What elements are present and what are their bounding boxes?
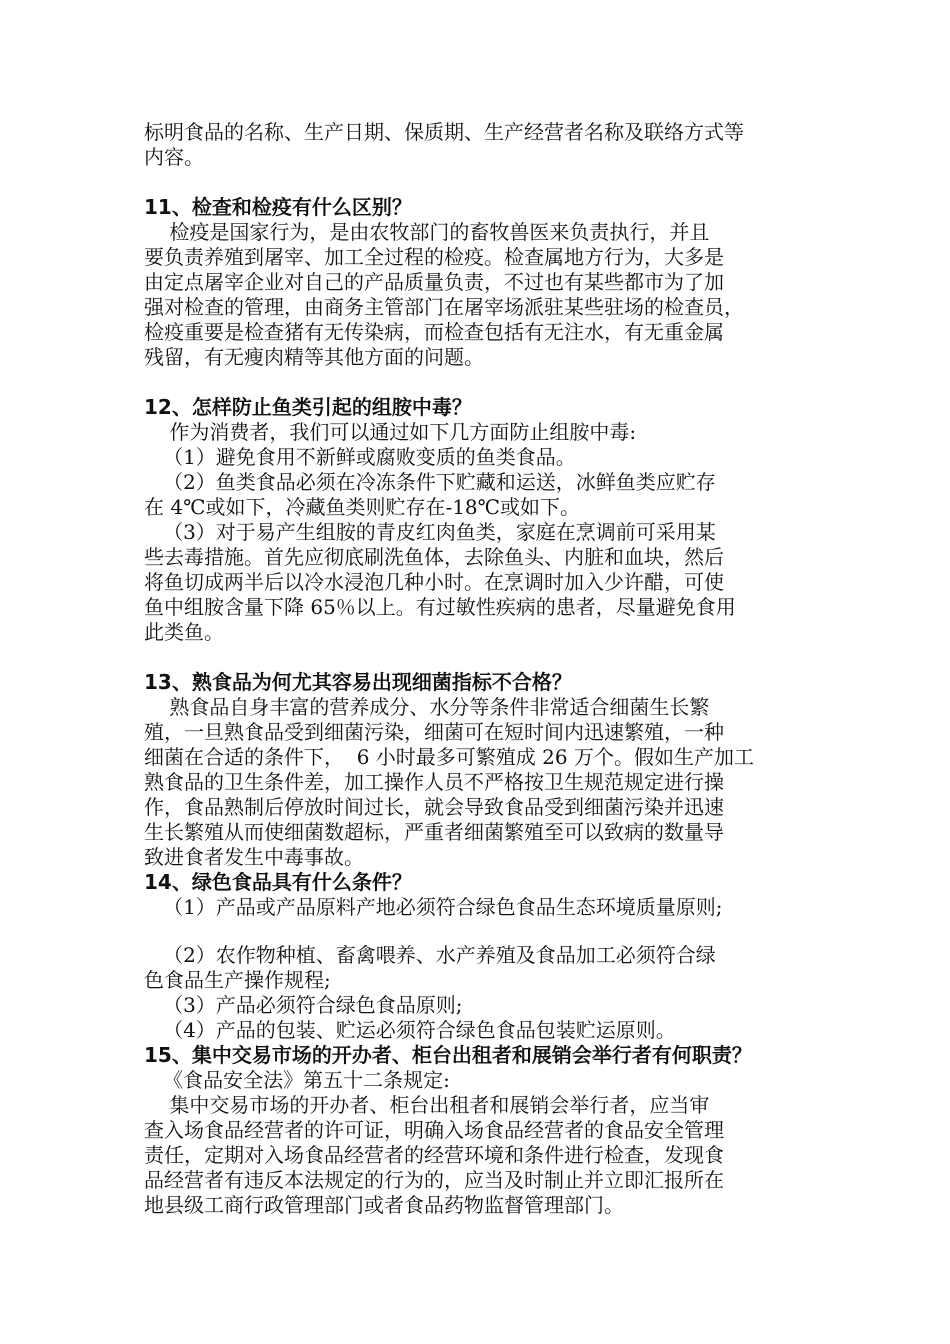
intro-line-1: 标明食品的名称、生产日期、保质期、生产经营者名称及联络方式等 bbox=[144, 120, 744, 144]
section-15-line: 《食品安全法》第五十二条规定: bbox=[144, 1068, 450, 1092]
section-13-line: 熟食品自身丰富的营养成分、水分等条件非常适合细菌生长繁 bbox=[144, 695, 710, 719]
section-14-line: （1）产品或产品原料产地必须符合绿色食品生态环境质量原则; bbox=[144, 895, 723, 919]
section-14-line: （3）产品必须符合绿色食品原则; bbox=[144, 993, 463, 1017]
document-page bbox=[144, 120, 809, 1218]
section-14-line: 色食品生产操作规程; bbox=[144, 968, 331, 992]
section-12-line: 作为消费者，我们可以通过如下几方面防止组胺中毒: bbox=[144, 420, 637, 444]
section-12-line: 鱼中组胺含量下降 65％以上。有过敏性疾病的患者，尽量避免食用 bbox=[144, 595, 736, 619]
section-15-line: 查入场食品经营者的许可证，明确入场食品经营者的食品安全管理 bbox=[144, 1118, 724, 1142]
section-15-line: 地县级工商行政管理部门或者食品药物监督管理部门。 bbox=[144, 1193, 624, 1217]
section-15-line: 责任，定期对入场食品经营者的经营环境和条件进行检查，发现食 bbox=[144, 1143, 724, 1167]
section-15-line: 集中交易市场的开办者、柜台出租者和展销会举行者，应当审 bbox=[144, 1093, 710, 1117]
section-12-line: 些去毒措施。首先应彻底刷洗鱼体，去除鱼头、内脏和血块，然后 bbox=[144, 545, 724, 569]
section-13-line: 致进食者发生中毒事故。 bbox=[144, 845, 364, 869]
section-14-heading: 14、绿色食品具有什么条件？ bbox=[144, 870, 412, 894]
section-11-line: 由定点屠宰企业对自己的产品质量负责，不过也有某些都市为了加 bbox=[144, 270, 724, 294]
section-12-line: 在 4℃或如下，冷藏鱼类则贮存在-18℃或如下。 bbox=[144, 495, 581, 519]
section-12-line: （2）鱼类食品必须在冷冻条件下贮藏和运送，冰鲜鱼类应贮存 bbox=[144, 470, 716, 494]
section-13-line: 细菌在合适的条件下， 6 小时最多可繁殖成 26 万个。假如生产加工 bbox=[144, 745, 754, 769]
section-11-heading: 11、检查和检疫有什么区别？ bbox=[144, 195, 412, 219]
section-15-heading: 15、集中交易市场的开办者、柜台出租者和展销会举行者有何职责？ bbox=[144, 1043, 752, 1067]
section-11-line: 残留，有无瘦肉精等其他方面的问题。 bbox=[144, 345, 484, 369]
section-14-line: （2）农作物种植、畜禽喂养、水产养殖及食品加工必须符合绿 bbox=[144, 943, 716, 967]
section-12-line: 将鱼切成两半后以冷水浸泡几种小时。在烹调时加入少许醋，可使 bbox=[144, 570, 724, 594]
spacer bbox=[144, 170, 809, 195]
section-12-heading: 12、怎样防止鱼类引起的组胺中毒？ bbox=[144, 395, 472, 419]
intro-line-2: 内容。 bbox=[144, 145, 204, 169]
section-12-line: （1）避免食用不新鲜或腐败变质的鱼类食品。 bbox=[144, 445, 576, 469]
section-13-heading: 13、熟食品为何尤其容易出现细菌指标不合格？ bbox=[144, 670, 572, 694]
section-12-line: 此类鱼。 bbox=[144, 620, 224, 644]
section-13-line: 作，食品熟制后停放时间过长，就会导致食品受到细菌污染并迅速 bbox=[144, 795, 724, 819]
spacer bbox=[144, 370, 809, 395]
section-15-line: 品经营者有违反本法规定的行为的，应当及时制止并立即汇报所在 bbox=[144, 1168, 724, 1192]
spacer bbox=[144, 920, 809, 943]
section-11-line: 要负责养殖到屠宰、加工全过程的检疫。检查属地方行为，大多是 bbox=[144, 245, 724, 269]
section-11-line: 检疫是国家行为，是由农牧部门的畜牧兽医来负责执行，并且 bbox=[144, 220, 710, 244]
section-14-line: （4）产品的包装、贮运必须符合绿色食品包装贮运原则。 bbox=[144, 1018, 676, 1042]
section-11-line: 检疫重要是检查猪有无传染病，而检查包括有无注水，有无重金属 bbox=[144, 320, 724, 344]
section-13-line: 殖，一旦熟食品受到细菌污染，细菌可在短时间内迅速繁殖，一种 bbox=[144, 720, 724, 744]
spacer bbox=[144, 645, 809, 670]
section-11-line: 强对检查的管理，由商务主管部门在屠宰场派驻某些驻场的检查员， bbox=[144, 295, 744, 319]
section-12-line: （3）对于易产生组胺的青皮红肉鱼类，家庭在烹调前可采用某 bbox=[144, 520, 716, 544]
section-13-line: 熟食品的卫生条件差，加工操作人员不严格按卫生规范规定进行操 bbox=[144, 770, 724, 794]
section-13-line: 生长繁殖从而使细菌数超标，严重者细菌繁殖至可以致病的数量导 bbox=[144, 820, 724, 844]
